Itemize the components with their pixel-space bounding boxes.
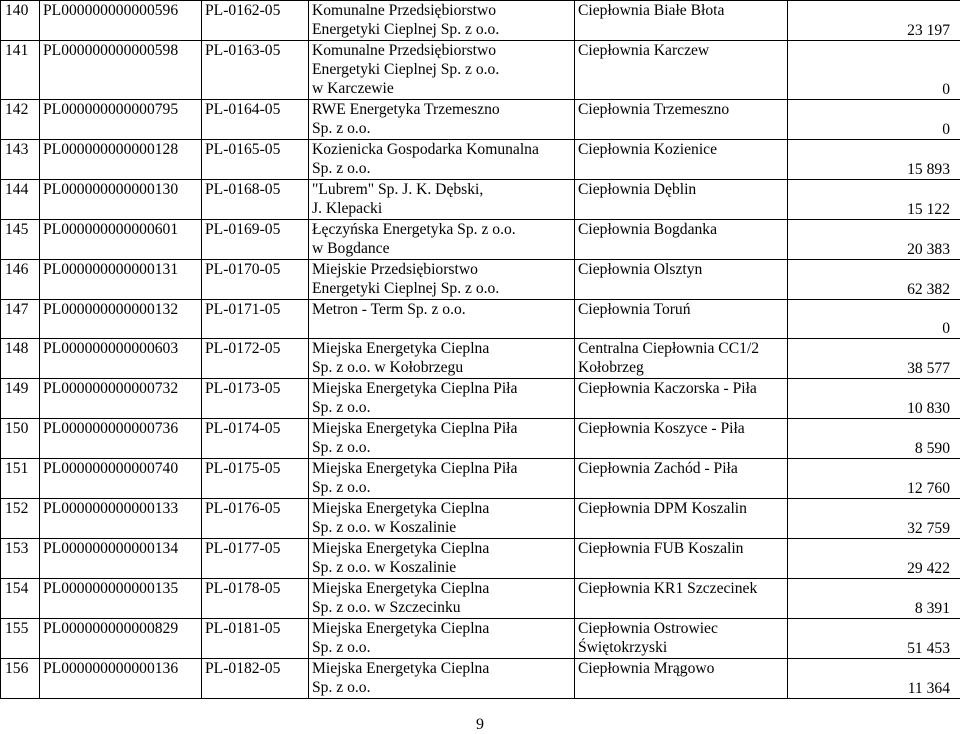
cell-allocation: 15 893 (788, 140, 960, 180)
cell-license-number: PL-0168-05 (202, 180, 309, 220)
cell-license-number: PL-0176-05 (202, 499, 309, 539)
cell-company-line: Sp. z o.o. (312, 120, 371, 137)
cell-installation-line (578, 199, 784, 218)
cell-installation (575, 260, 788, 300)
cell-installation-line: Ciepłownia Karczew (578, 42, 710, 59)
cell-company-line: Sp. z o.o. (312, 160, 371, 177)
cell-lp: 144 (1, 180, 40, 220)
cell-allocation: 12 760 (788, 459, 960, 499)
cell-lp: 153 (1, 539, 40, 579)
cell-allocation: 0 (788, 300, 960, 339)
cell-company-line: Sp. z o.o. w Szczecinku (312, 599, 461, 616)
cell-company (309, 379, 575, 419)
table-row (1, 619, 960, 659)
cell-installation-line (578, 478, 784, 497)
cell-installation (575, 619, 788, 659)
cell-installation-line (578, 159, 784, 178)
cell-license-number: PL-0170-05 (202, 260, 309, 300)
cell-company-line: Metron - Term Sp. z o.o. (312, 301, 466, 318)
cell-company (309, 499, 575, 539)
cell-registry-number: PL000000000000736 (40, 419, 202, 459)
cell-company (309, 339, 575, 379)
cell-allocation: 11 364 (788, 659, 960, 699)
cell-allocation: 29 422 (788, 539, 960, 579)
cell-installation-line: Kołobrzeg (578, 359, 644, 376)
cell-company (309, 140, 575, 180)
cell-installation (575, 459, 788, 499)
cell-lp: 155 (1, 619, 40, 659)
cell-installation (575, 499, 788, 539)
cell-installation (575, 100, 788, 140)
cell-company (309, 41, 575, 100)
cell-license-number: PL-0175-05 (202, 459, 309, 499)
cell-license-number: PL-0178-05 (202, 579, 309, 619)
cell-installation-line: Ciepłownia Koszyce - Piła (578, 420, 745, 437)
cell-allocation: 8 391 (788, 579, 960, 619)
cell-registry-number: PL000000000000596 (40, 1, 202, 41)
cell-registry-number: PL000000000000128 (40, 140, 202, 180)
cell-installation-line: Ciepłownia Ostrowiec (578, 620, 718, 637)
cell-company-line: Energetyki Cieplnej Sp. z o.o. (312, 61, 500, 78)
cell-company (309, 1, 575, 41)
cell-installation-line (578, 319, 784, 338)
cell-registry-number: PL000000000000598 (40, 41, 202, 100)
cell-allocation: 20 383 (788, 220, 960, 260)
cell-company-line: J. Klepacki (312, 200, 383, 217)
cell-lp: 152 (1, 499, 40, 539)
cell-lp: 156 (1, 659, 40, 699)
cell-lp: 149 (1, 379, 40, 419)
cell-installation-line: Ciepłownia Białe Błota (578, 2, 725, 19)
cell-installation-line (578, 398, 784, 417)
cell-license-number: PL-0169-05 (202, 220, 309, 260)
cell-registry-number: PL000000000000135 (40, 579, 202, 619)
cell-installation (575, 419, 788, 459)
cell-license-number: PL-0162-05 (202, 1, 309, 41)
cell-company-line: Sp. z o.o. (312, 439, 371, 456)
table-row (1, 659, 960, 699)
cell-company-line: Miejska Energetyka Cieplna (312, 340, 490, 357)
cell-allocation: 51 453 (788, 619, 960, 659)
cell-lp: 150 (1, 419, 40, 459)
cell-company (309, 220, 575, 260)
cell-registry-number: PL000000000000740 (40, 459, 202, 499)
cell-company-line: RWE Energetyka Trzemeszno (312, 101, 500, 118)
cell-installation-line: Świętokrzyski (578, 639, 668, 656)
cell-installation-line (578, 438, 784, 457)
cell-lp: 146 (1, 260, 40, 300)
cell-allocation: 0 (788, 100, 960, 140)
cell-company (309, 659, 575, 699)
table-row (1, 260, 960, 300)
cell-lp: 147 (1, 300, 40, 339)
cell-installation-line: Ciepłownia Mrągowo (578, 660, 715, 677)
cell-installation (575, 41, 788, 100)
cell-installation (575, 339, 788, 379)
cell-company-line (312, 319, 571, 338)
cell-company-line: Łęczyńska Energetyka Sp. z o.o. (312, 221, 516, 238)
table-row (1, 459, 960, 499)
cell-installation-line (578, 60, 784, 79)
table-row (1, 180, 960, 220)
table-row (1, 379, 960, 419)
cell-company-line: Miejska Energetyka Cieplna Piła (312, 420, 518, 437)
cell-company (309, 459, 575, 499)
table-row (1, 41, 960, 100)
table-row (1, 579, 960, 619)
cell-company-line: Sp. z o.o. w Koszalinie (312, 519, 457, 536)
cell-company-line: Energetyki Cieplnej Sp. z o.o. (312, 21, 500, 38)
cell-installation-line (578, 678, 784, 697)
cell-registry-number: PL000000000000732 (40, 379, 202, 419)
cell-registry-number: PL000000000000133 (40, 499, 202, 539)
cell-lp: 141 (1, 41, 40, 100)
cell-company (309, 100, 575, 140)
cell-installation-line: Ciepłownia KR1 Szczecinek (578, 580, 758, 597)
cell-installation-line (578, 20, 784, 39)
cell-allocation: 38 577 (788, 339, 960, 379)
cell-installation-line (578, 239, 784, 258)
cell-company (309, 300, 575, 339)
cell-company-line: Sp. z o.o. w Kołobrzegu (312, 359, 464, 376)
cell-license-number: PL-0171-05 (202, 300, 309, 339)
cell-company-line: Miejska Energetyka Cieplna Piła (312, 380, 518, 397)
table-row (1, 100, 960, 140)
cell-installation (575, 659, 788, 699)
cell-installation-line: Ciepłownia Toruń (578, 301, 691, 318)
cell-company (309, 260, 575, 300)
cell-license-number: PL-0164-05 (202, 100, 309, 140)
table-row (1, 140, 960, 180)
cell-license-number: PL-0163-05 (202, 41, 309, 100)
cell-company-line: Miejska Energetyka Cieplna (312, 620, 490, 637)
table-body (1, 1, 960, 699)
page-number: 9 (476, 716, 484, 733)
cell-license-number: PL-0173-05 (202, 379, 309, 419)
cell-company-line: Miejska Energetyka Cieplna (312, 580, 490, 597)
cell-company (309, 619, 575, 659)
cell-installation-line (578, 119, 784, 138)
cell-allocation: 8 590 (788, 419, 960, 459)
cell-registry-number: PL000000000000136 (40, 659, 202, 699)
cell-lp: 143 (1, 140, 40, 180)
cell-company-line: Kozienicka Gospodarka Komunalna (312, 141, 539, 158)
cell-company-line: w Karczewie (312, 80, 394, 97)
cell-company-line: Miejskie Przedsiębiorstwo (312, 261, 478, 278)
cell-license-number: PL-0177-05 (202, 539, 309, 579)
cell-license-number: PL-0172-05 (202, 339, 309, 379)
cell-company (309, 539, 575, 579)
cell-installation-line: Ciepłownia Kaczorska - Piła (578, 380, 757, 397)
cell-license-number: PL-0174-05 (202, 419, 309, 459)
cell-installation-line: Ciepłownia Trzemeszno (578, 101, 730, 118)
cell-company-line: Komunalne Przedsiębiorstwo (312, 2, 497, 19)
cell-company-line: Sp. z o.o. (312, 639, 371, 656)
cell-company-line: Energetyki Cieplnej Sp. z o.o. (312, 280, 500, 297)
cell-company-line: Sp. z o.o. (312, 679, 371, 696)
cell-lp: 148 (1, 339, 40, 379)
cell-installation (575, 220, 788, 260)
cell-installation (575, 379, 788, 419)
table-row (1, 300, 960, 339)
cell-installation-line: Ciepłownia Zachód - Piła (578, 460, 738, 477)
cell-installation-line: Ciepłownia Dęblin (578, 181, 697, 198)
cell-company-line: Miejska Energetyka Cieplna (312, 500, 490, 517)
cell-company-line: Sp. z o.o. (312, 479, 371, 496)
cell-installation-line: Ciepłownia FUB Koszalin (578, 540, 744, 557)
cell-installation (575, 180, 788, 220)
cell-company-line: Miejska Energetyka Cieplna (312, 540, 490, 557)
cell-license-number: PL-0165-05 (202, 140, 309, 180)
cell-license-number: PL-0181-05 (202, 619, 309, 659)
cell-installation (575, 1, 788, 41)
cell-allocation: 23 197 (788, 1, 960, 41)
cell-registry-number: PL000000000000134 (40, 539, 202, 579)
cell-installation-line: Ciepłownia DPM Koszalin (578, 500, 747, 517)
cell-license-number: PL-0182-05 (202, 659, 309, 699)
cell-company-line: Sp. z o.o. (312, 399, 371, 416)
cell-installation (575, 539, 788, 579)
cell-registry-number: PL000000000000829 (40, 619, 202, 659)
cell-allocation: 15 122 (788, 180, 960, 220)
cell-company (309, 579, 575, 619)
table-row (1, 1, 960, 41)
cell-allocation: 62 382 (788, 260, 960, 300)
cell-installation-line: Ciepłownia Kozienice (578, 141, 717, 158)
cell-allocation: 32 759 (788, 499, 960, 539)
cell-installation (575, 140, 788, 180)
cell-registry-number: PL000000000000601 (40, 220, 202, 260)
cell-company-line: Komunalne Przedsiębiorstwo (312, 42, 497, 59)
cell-registry-number: PL000000000000795 (40, 100, 202, 140)
cell-lp: 151 (1, 459, 40, 499)
cell-installation (575, 579, 788, 619)
cell-lp: 145 (1, 220, 40, 260)
cell-registry-number: PL000000000000603 (40, 339, 202, 379)
table-row (1, 499, 960, 539)
cell-company-line: Miejska Energetyka Cieplna (312, 660, 490, 677)
cell-company-line: w Bogdance (312, 240, 390, 257)
cell-installation-line (578, 279, 784, 298)
cell-allocation: 10 830 (788, 379, 960, 419)
cell-installation-line: Centralna Ciepłownia CC1/2 (578, 340, 760, 357)
cell-lp: 154 (1, 579, 40, 619)
cell-registry-number: PL000000000000132 (40, 300, 202, 339)
cell-company (309, 419, 575, 459)
cell-installation-line: Ciepłownia Bogdanka (578, 221, 718, 238)
cell-installation-line (578, 558, 784, 577)
table-row (1, 220, 960, 260)
cell-company-line: Sp. z o.o. w Koszalinie (312, 559, 457, 576)
cell-lp: 142 (1, 100, 40, 140)
cell-installation-line (578, 518, 784, 537)
table-row (1, 539, 960, 579)
cell-company-line: "Lubrem" Sp. J. K. Dębski, (312, 181, 484, 198)
cell-company (309, 180, 575, 220)
cell-lp: 140 (1, 1, 40, 41)
cell-company-line: Miejska Energetyka Cieplna Piła (312, 460, 518, 477)
cell-registry-number: PL000000000000131 (40, 260, 202, 300)
table-row (1, 339, 960, 379)
cell-installation-line (578, 598, 784, 617)
cell-registry-number: PL000000000000130 (40, 180, 202, 220)
cell-allocation: 0 (788, 41, 960, 100)
cell-installation-line: Ciepłownia Olsztyn (578, 261, 703, 278)
cell-installation (575, 300, 788, 339)
table-row (1, 419, 960, 459)
